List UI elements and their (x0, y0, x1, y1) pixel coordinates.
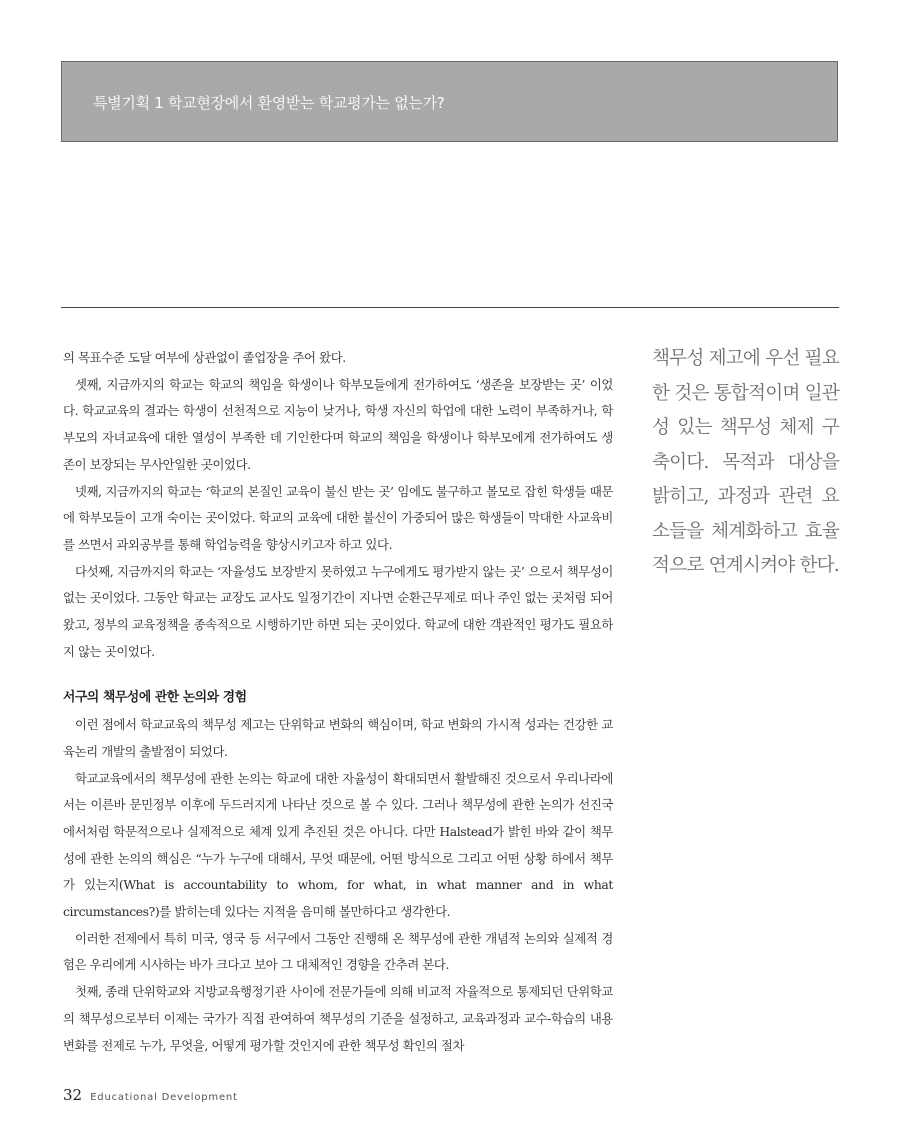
horizontal-rule (61, 307, 839, 308)
page-footer (63, 1085, 238, 1104)
paragraph: 학교교육에서의 책무성에 관한 논의는 학교에 대한 자율성이 확대되면서 활발해진 것으로서 우리나라에서는 이른바 문민정부 이후에 두드러지게 나타난 것으로 볼 수 있다. 그러나 책무성에 관한 논의가 선진국에서처럼 학문적으로나 실제적으로 체계 있게 추진된 것은 아니다. 다만 Halstead가 밝힌 바와 같이 책무성에 관한 논의의 핵심은 “누가 누구에 대해서, 무엇 때문에, 어떤 방식으로 그리고 어떤 상황 하에서 책무가 있는지(What is accountability to whom, for what, in what manner and in what circumstances?)를 밝히는데 있다는 지적을 음미해 볼만하다고 생각한다. (63, 770, 613, 920)
paragraph: 첫째, 종래 단위학교와 지방교육행정기관 사이에 전문가들에 의해 비교적 자율적으로 통제되던 단위학교의 책무성으로부터 이제는 국가가 직접 관여하여 책무성의 기준을 설정하고, 교육과정과 교수-학습의 내용 변화를 전제로 누가, 무엇을, 어떻게 평가할 것인지에 관한 책무성 확인의 절차 (63, 984, 613, 1053)
section-heading: 서구의 책무성에 관한 논의와 경험 (63, 690, 247, 706)
article-body (63, 345, 613, 1059)
paragraph: 셋째, 지금까지의 학교는 학교의 책임을 학생이나 학부모들에게 전가하여도 ‘생존을 보장받는 곳’ 이었다. 학교교육의 결과는 학생이 선천적으로 지능이 낮거나, 학생 자신의 학업에 대한 노력이 부족하거나, 학부모의 자녀교육에 대한 열성이 부족한 데 기인한다며 학교의 책임을 학생이나 학부모에게 전가하여도 생존이 보장되는 무사안일한 곳이었다. (63, 376, 613, 472)
paragraph: 이러한 전제에서 특히 미국, 영국 등 서구에서 그동안 진행해 온 책무성에 관한 개념적 논의와 실제적 경험은 우리에게 시사하는 바가 크다고 보아 그 대체적인 경향을 간추려 본다. (63, 930, 613, 973)
paragraph: 넷째, 지금까지의 학교는 ‘학교의 본질인 교육이 불신 받는 곳’ 임에도 불구하고 볼모로 잡힌 학생들 때문에 학부모들이 고개 숙이는 곳이었다. 학교의 교육에 대한 불신이 가중되어 많은 학생들이 막대한 사교육비를 쓰면서 과외공부를 통해 학업능력을 향상시키고자 하고 있다. (63, 483, 613, 552)
pull-quote: 책무성 제고에 우선 필요한 것은 통합적이며 일관성 있는 책무성 체제 구축이다. 목적과 대상을 밝히고, 과정과 관련 요소들을 체계화하고 효율적으로 연계시켜야 한다. (652, 348, 839, 576)
section-header-banner (61, 61, 838, 142)
paragraph: 이런 점에서 학교교육의 책무성 제고는 단위학교 변화의 핵심이며, 학교 변화의 가시적 성과는 건강한 교육논리 개발의 출발점이 되었다. (63, 717, 613, 759)
publication-name: Educational Development (90, 1092, 238, 1103)
page-number: 32 (63, 1086, 83, 1104)
paragraph: 의 목표수준 도달 여부에 상관없이 졸업장을 주어 왔다. (63, 350, 346, 365)
paragraph: 다섯째, 지금까지의 학교는 ‘자율성도 보장받지 못하였고 누구에게도 평가받지 않는 곳’ 으로서 책무성이 없는 곳이었다. 그동안 학교는 교장도 교사도 일정기간이 지나면 순환근무제로 떠나 주인 없는 곳처럼 되어 왔고, 정부의 교육정책을 종속적으로 시행하기만 하면 되는 곳이었다. 학교에 대한 객관적인 평가도 필요하지 않는 곳이었다. (63, 563, 613, 659)
section-header-title: 특별기획 1 학교현장에서 환영받는 학교평가는 없는가? (93, 94, 445, 112)
